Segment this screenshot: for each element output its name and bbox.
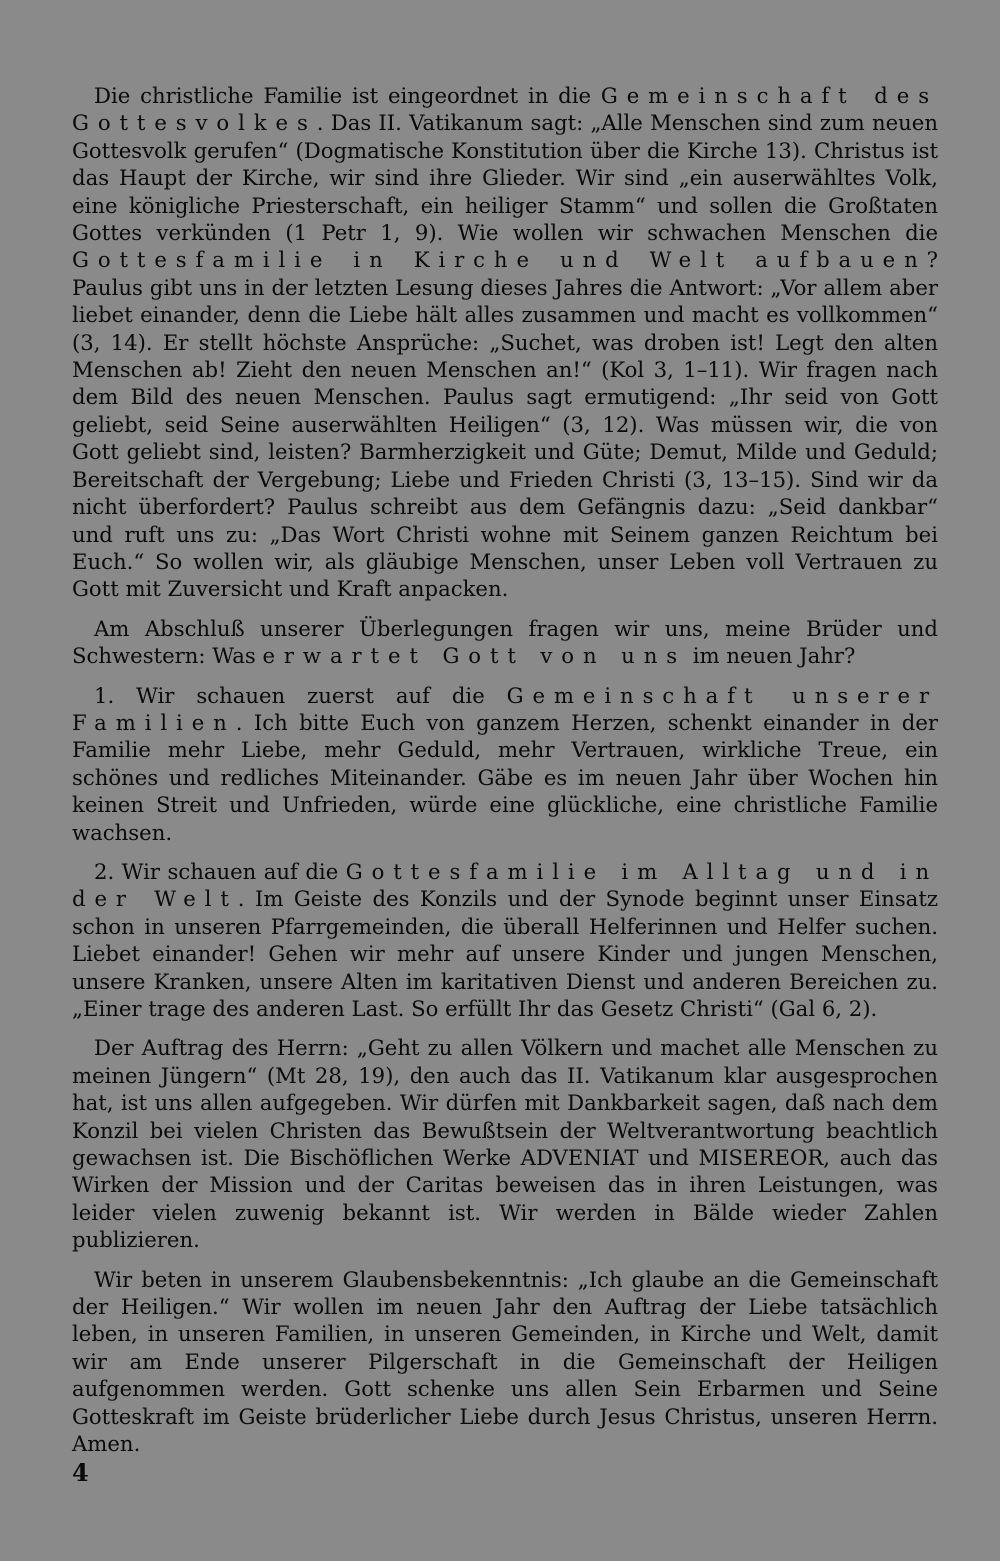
paragraph-text: 1. Wir schauen zuerst auf die <box>94 682 507 708</box>
paragraph-text: Die christliche Familie ist eingeordnet in die <box>94 83 601 108</box>
paragraph-abschluss <box>72 615 938 670</box>
emphasis-text: Gottesfamilie im Alltag und in der Welt <box>72 858 938 912</box>
paragraph-text: Am Abschluß unserer Überlegungen fragen wir uns, meine Brüder und Schwestern: Was <box>72 615 938 669</box>
page-text <box>72 82 938 1458</box>
paragraph-text: . Im Geiste des Konzils und der Synode beginnt unser Einsatz schon in unseren Pfarrgemeinden, die überall Helferinnen und Helfer suchen. Liebet einander! Gehen wir mehr auf unsere Kinder und jungen Menschen, unsere Kranken, unsere Alten im karitativen Dienst und anderen Bereichen zu. „Einer trage des anderen Last. So erfüllt Ihr das Gesetz Christi“ (Gal 6, 2). <box>72 886 938 1021</box>
paragraph-text: . Ich bitte Euch von ganzem Herzen, schenkt einander in der Familie mehr Liebe, mehr Geduld, mehr Vertrauen, wirkliche Treue, ein schönes und redliches Miteinander. Gäbe es im neuen Jahr über Wochen hin keinen Streit und Unfrieden, würde eine glückliche, eine christliche Familie wachsen. <box>72 709 938 845</box>
paragraph-text: 2. Wir schauen auf die <box>94 858 346 884</box>
paragraph-text: ? Paulus gibt uns in der letzten Lesung dieses Jahres die Antwort: „Vor allem aber liebet einander, denn die Liebe hält alles zusammen und macht es vollkommen“ (3, 14). Er stellt höchste Ansprüche: „Suchet, was droben ist! Legt den alten Menschen ab! Zieht den neuen Menschen an!“ (Kol 3, 1–11). Wir fragen nach dem Bild des neuen Menschen. Paulus sagt ermutigend: „Ihr seid von Gott geliebt, seid Seine auserwählten Heiligen“ (3, 12). Was müssen wir, die von Gott geliebt sind, leisten? Barmherzigkeit und Güte; Demut, Milde und Geduld; Bereitschaft der Vergebung; Liebe und Frieden Christi (3, 13–15). Sind wir da nicht überfordert? Paulus schreibt aus dem Gefängnis dazu: „Seid dankbar“ und ruft uns zu: „Das Wort Christi wohne mit Seinem ganzen Reichtum bei Euch.“ So wollen wir, als gläubige Menschen, unser Leben voll Vertrauen zu Gott mit Zuversicht und Kraft anpacken. <box>72 247 938 602</box>
emphasis-text: Gottesfamilie in Kirche und Welt aufbauen <box>72 247 927 273</box>
emphasis-text: Gemeinschaft unserer Familien <box>72 682 939 735</box>
emphasis-text: Gemeinschaft des Gottesvolkes <box>72 83 938 136</box>
emphasis-text: erwartet Gott von uns <box>262 643 687 669</box>
paragraph-text: im neuen Jahr? <box>686 643 856 669</box>
paragraph-text: . Das II. Vatikanum sagt: „Alle Menschen sind zum neuen Gottesvolk gerufen“ (Dogmatische Konstitution über die Kirche 13). Christus ist das Haupt der Kirche, wir sind ihre Glieder. Wir sind „ein auserwähltes Volk, eine königliche Priesterschaft, ein heiliger Stamm“ und sollen die Großtaten Gottes verkünden (1 Petr 1, 9). Wie wollen wir schwachen Menschen die <box>72 110 938 246</box>
page-number: 4 <box>72 1458 89 1487</box>
paragraph-auftrag-des-herrn: Der Auftrag des Herrn: „Geht zu allen Völkern und machet alle Menschen zu meinen Jüngern“ (Mt 28, 19), den auch das II. Vatikanum klar ausgesprochen hat, ist uns allen aufgegeben. Wir dürfen mit Dankbarkeit sagen, daß nach dem Konzil bei vielen Christen das Bewußtsein der Weltverantwortung beachtlich gewachsen ist. Die Bischöflichen Werke ADVENIAT und MISEREOR, auch das Wirken der Mission und der Caritas beweisen das in ihren Leistungen, was leider vielen zuwenig bekannt ist. Wir werden in Bälde wieder Zahlen publizieren. <box>72 1035 938 1253</box>
paragraph-gemeinschaft-des-gottesvolkes <box>72 82 938 603</box>
paragraph-point-1 <box>72 682 938 846</box>
paragraph-point-2 <box>72 858 938 1022</box>
paragraph-glaubensbekenntnis: Wir beten in unserem Glaubensbekenntnis: „Ich glaube an die Gemeinschaft der Heiligen.“ Wir wollen im neuen Jahr den Auftrag der Liebe tatsächlich leben, in unseren Familien, in unseren Gemeinden, in Kirche und Welt, damit wir am Ende unserer Pilgerschaft in die Gemeinschaft der Heiligen aufgenommen werden. Gott schenke uns allen Sein Erbarmen und Seine Gotteskraft im Geiste brüderlicher Liebe durch Jesus Christus, unseren Herrn. Amen. <box>72 1266 938 1457</box>
